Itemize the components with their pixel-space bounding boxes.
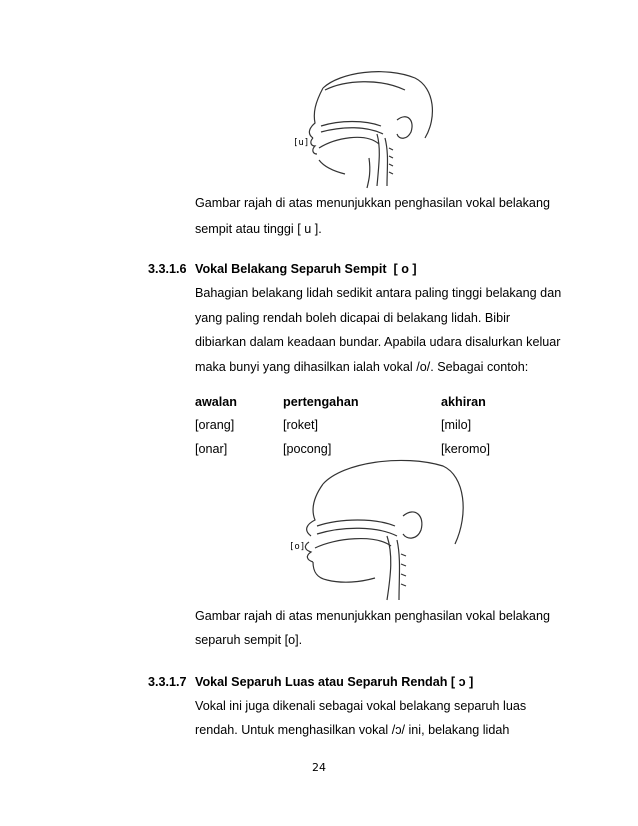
section2-body-line-2: rendah. Untuk menghasilkan vokal /ɔ/ ini, belakang lidah xyxy=(195,723,510,737)
figure-u-caption-line-1: Gambar rajah di atas menunjukkan penghasilan vokal belakang xyxy=(195,196,550,210)
section-number-3-3-1-6: 3.3.1.6 xyxy=(148,262,187,276)
page-number: 24 xyxy=(312,761,326,774)
examples-cell: [keromo] xyxy=(441,442,490,456)
section1-body-line-2: yang paling rendah boleh dicapai di belakang lidah. Bibir xyxy=(195,311,511,325)
examples-header-akhiran: akhiran xyxy=(441,395,486,409)
examples-header-awalan: awalan xyxy=(195,395,237,409)
examples-cell: [roket] xyxy=(283,418,318,432)
examples-cell: [milo] xyxy=(441,418,472,432)
section-title-vokal-belakang-separuh-sempit: Vokal Belakang Separuh Sempit [ o ] xyxy=(195,262,417,276)
section2-body-line-1: Vokal ini juga dikenali sebagai vokal belakang separuh luas xyxy=(195,699,527,713)
figure-o-caption-line-2: separuh sempit [o]. xyxy=(195,633,303,647)
examples-cell: [orang] xyxy=(195,418,235,432)
examples-cell: [onar] xyxy=(195,442,228,456)
figure-u-label: [u] xyxy=(293,138,310,148)
examples-header-pertengahan: pertengahan xyxy=(283,395,359,409)
examples-cell: [pocong] xyxy=(283,442,332,456)
figure-o-head-diagram xyxy=(283,454,473,602)
section1-body-line-3: dibiarkan dalam keadaan bundar. Apabila udara disalurkan keluar xyxy=(195,335,561,349)
figure-o-caption-line-1: Gambar rajah di atas menunjukkan penghasilan vokal belakang xyxy=(195,609,550,623)
section-title-vokal-separuh-luas: Vokal Separuh Luas atau Separuh Rendah [ ɔ ] xyxy=(195,675,474,689)
section1-body-line-1: Bahagian belakang lidah sedikit antara paling tinggi belakang dan xyxy=(195,286,562,300)
section-number-3-3-1-7: 3.3.1.7 xyxy=(148,675,187,689)
figure-u-caption-line-2: sempit atau tinggi [ u ]. xyxy=(195,222,322,236)
figure-o-label: [o] xyxy=(289,542,306,552)
figure-u-head-diagram xyxy=(285,68,445,190)
section1-body-line-4: maka bunyi yang dihasilkan ialah vokal /o/. Sebagai contoh: xyxy=(195,360,529,374)
